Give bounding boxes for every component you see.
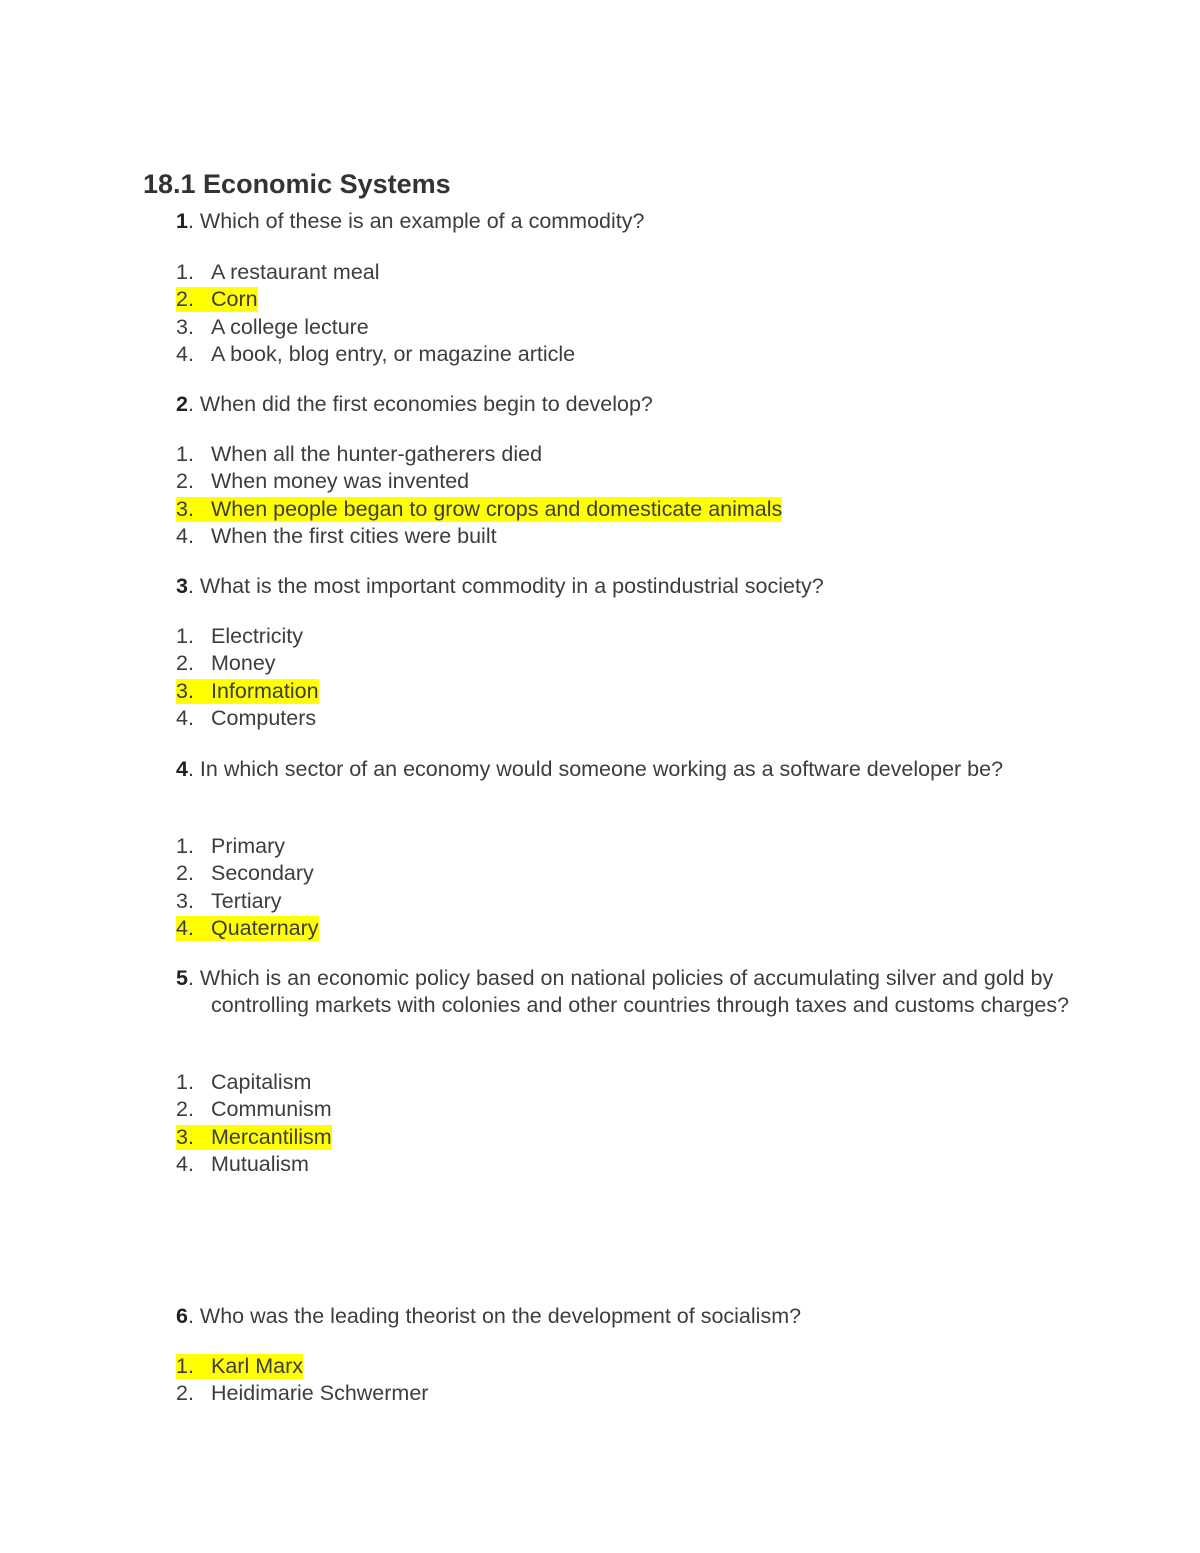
- option-text: When all the hunter-gatherers died: [211, 442, 543, 466]
- answer-option: [176, 1096, 332, 1123]
- question-4: [176, 756, 1056, 783]
- answer-option: [176, 523, 782, 550]
- option-number: 1.: [176, 834, 194, 858]
- answer-option-highlighted: [176, 286, 575, 313]
- option-text: When the first cities were built: [211, 523, 497, 548]
- question-number: 4: [176, 757, 188, 781]
- answer-option: [176, 341, 575, 368]
- answer-option-highlighted: [176, 496, 782, 523]
- option-number: 3.: [176, 1124, 194, 1149]
- option-number: 2.: [176, 861, 194, 886]
- option-text: A restaurant meal: [211, 260, 380, 284]
- answer-option: [176, 650, 319, 677]
- question-6: [176, 1303, 1076, 1330]
- option-text: Quaternary: [211, 915, 319, 940]
- option-number: 1.: [176, 260, 194, 284]
- option-number: 1.: [176, 1354, 194, 1378]
- answer-option: [176, 833, 319, 860]
- option-text: Primary: [211, 834, 286, 858]
- option-number: 3.: [176, 496, 194, 521]
- question-number: 6: [176, 1304, 188, 1328]
- answer-option: [176, 259, 575, 286]
- option-number: 4.: [176, 1151, 194, 1176]
- option-text: Communism: [211, 1097, 332, 1122]
- question-separator: .: [187, 574, 200, 598]
- option-text: When money was invented: [211, 469, 470, 494]
- answer-option: [176, 1380, 428, 1407]
- answer-option: [176, 1151, 332, 1178]
- question-text-wrap: [176, 965, 1071, 1019]
- question-separator: .: [187, 1304, 200, 1328]
- answer-option: [176, 623, 319, 650]
- answer-option: [176, 860, 319, 887]
- option-number: 2.: [176, 1381, 194, 1406]
- answer-option: [176, 888, 319, 915]
- option-text: Heidimarie Schwermer: [211, 1381, 429, 1406]
- option-number: 2.: [176, 1097, 194, 1122]
- answer-option: [176, 441, 782, 468]
- answer-option-highlighted: [176, 915, 319, 942]
- question-separator: .: [187, 966, 200, 990]
- question-text-wrap: [176, 756, 1056, 783]
- answer-option: [176, 705, 319, 732]
- option-text: Karl Marx: [211, 1354, 303, 1378]
- question-text: When did the first economies begin to develop?: [199, 392, 653, 416]
- question-number: 1: [176, 209, 188, 233]
- question-text: Which is an economic policy based on national policies of accumulating silver and gold by controlling markets with colonies and other countries through taxes and customs charges?: [199, 966, 1070, 1017]
- option-text: Tertiary: [211, 888, 282, 913]
- question-text: Which of these is an example of a commodity?: [199, 209, 645, 233]
- option-number: 2.: [176, 651, 194, 676]
- question-separator: .: [187, 757, 200, 781]
- option-number: 4.: [176, 915, 194, 940]
- option-number: 4.: [176, 523, 194, 548]
- question-text-wrap: [176, 208, 1076, 235]
- option-number: 3.: [176, 888, 194, 913]
- option-number: 1.: [176, 442, 194, 466]
- answer-option-highlighted: [176, 1124, 332, 1151]
- option-number: 4.: [176, 705, 194, 730]
- option-text: Secondary: [211, 861, 314, 886]
- answer-option: [176, 1069, 332, 1096]
- question-separator: .: [187, 392, 200, 416]
- option-text: A book, blog entry, or magazine article: [211, 341, 576, 366]
- question-text: What is the most important commodity in a postindustrial society?: [199, 574, 824, 598]
- question-number: 3: [176, 574, 188, 598]
- option-number: 2.: [176, 469, 194, 494]
- answer-list-5: [176, 1069, 332, 1178]
- question-text-wrap: [176, 391, 1076, 418]
- answer-list-6: [176, 1353, 428, 1408]
- answer-option-highlighted: [176, 678, 319, 705]
- question-text-wrap: [176, 573, 1076, 600]
- question-separator: .: [187, 209, 200, 233]
- question-3: [176, 573, 1076, 600]
- option-text: When people began to grow crops and domesticate animals: [211, 496, 783, 521]
- question-number: 2: [176, 392, 188, 416]
- option-text: Information: [211, 678, 319, 703]
- answer-option: [176, 314, 575, 341]
- question-text: Who was the leading theorist on the development of socialism?: [199, 1304, 802, 1328]
- option-number: 2.: [176, 287, 194, 312]
- question-text-wrap: [176, 1303, 1076, 1330]
- question-text: In which sector of an economy would someone working as a software developer be?: [199, 757, 1004, 781]
- question-2: [176, 391, 1076, 418]
- answer-list-1: [176, 259, 575, 368]
- question-5: [176, 965, 1071, 1019]
- option-text: Money: [211, 651, 276, 676]
- option-text: Corn: [211, 287, 258, 312]
- page-title: 18.1 Economic Systems: [143, 169, 451, 199]
- answer-option: [176, 468, 782, 495]
- option-number: 4.: [176, 341, 194, 366]
- option-number: 1.: [176, 1070, 194, 1094]
- question-1: [176, 208, 1076, 235]
- answer-option-highlighted: [176, 1353, 428, 1380]
- question-number: 5: [176, 966, 188, 990]
- option-number: 3.: [176, 678, 194, 703]
- option-text: Computers: [211, 705, 317, 730]
- answer-list-2: [176, 441, 782, 550]
- option-text: Mutualism: [211, 1151, 309, 1176]
- option-text: Mercantilism: [211, 1124, 332, 1149]
- option-text: Capitalism: [211, 1070, 312, 1094]
- option-number: 3.: [176, 314, 194, 339]
- option-text: A college lecture: [211, 314, 369, 339]
- answer-list-3: [176, 623, 319, 732]
- answer-list-4: [176, 833, 319, 942]
- option-text: Electricity: [211, 624, 303, 648]
- option-number: 1.: [176, 624, 194, 648]
